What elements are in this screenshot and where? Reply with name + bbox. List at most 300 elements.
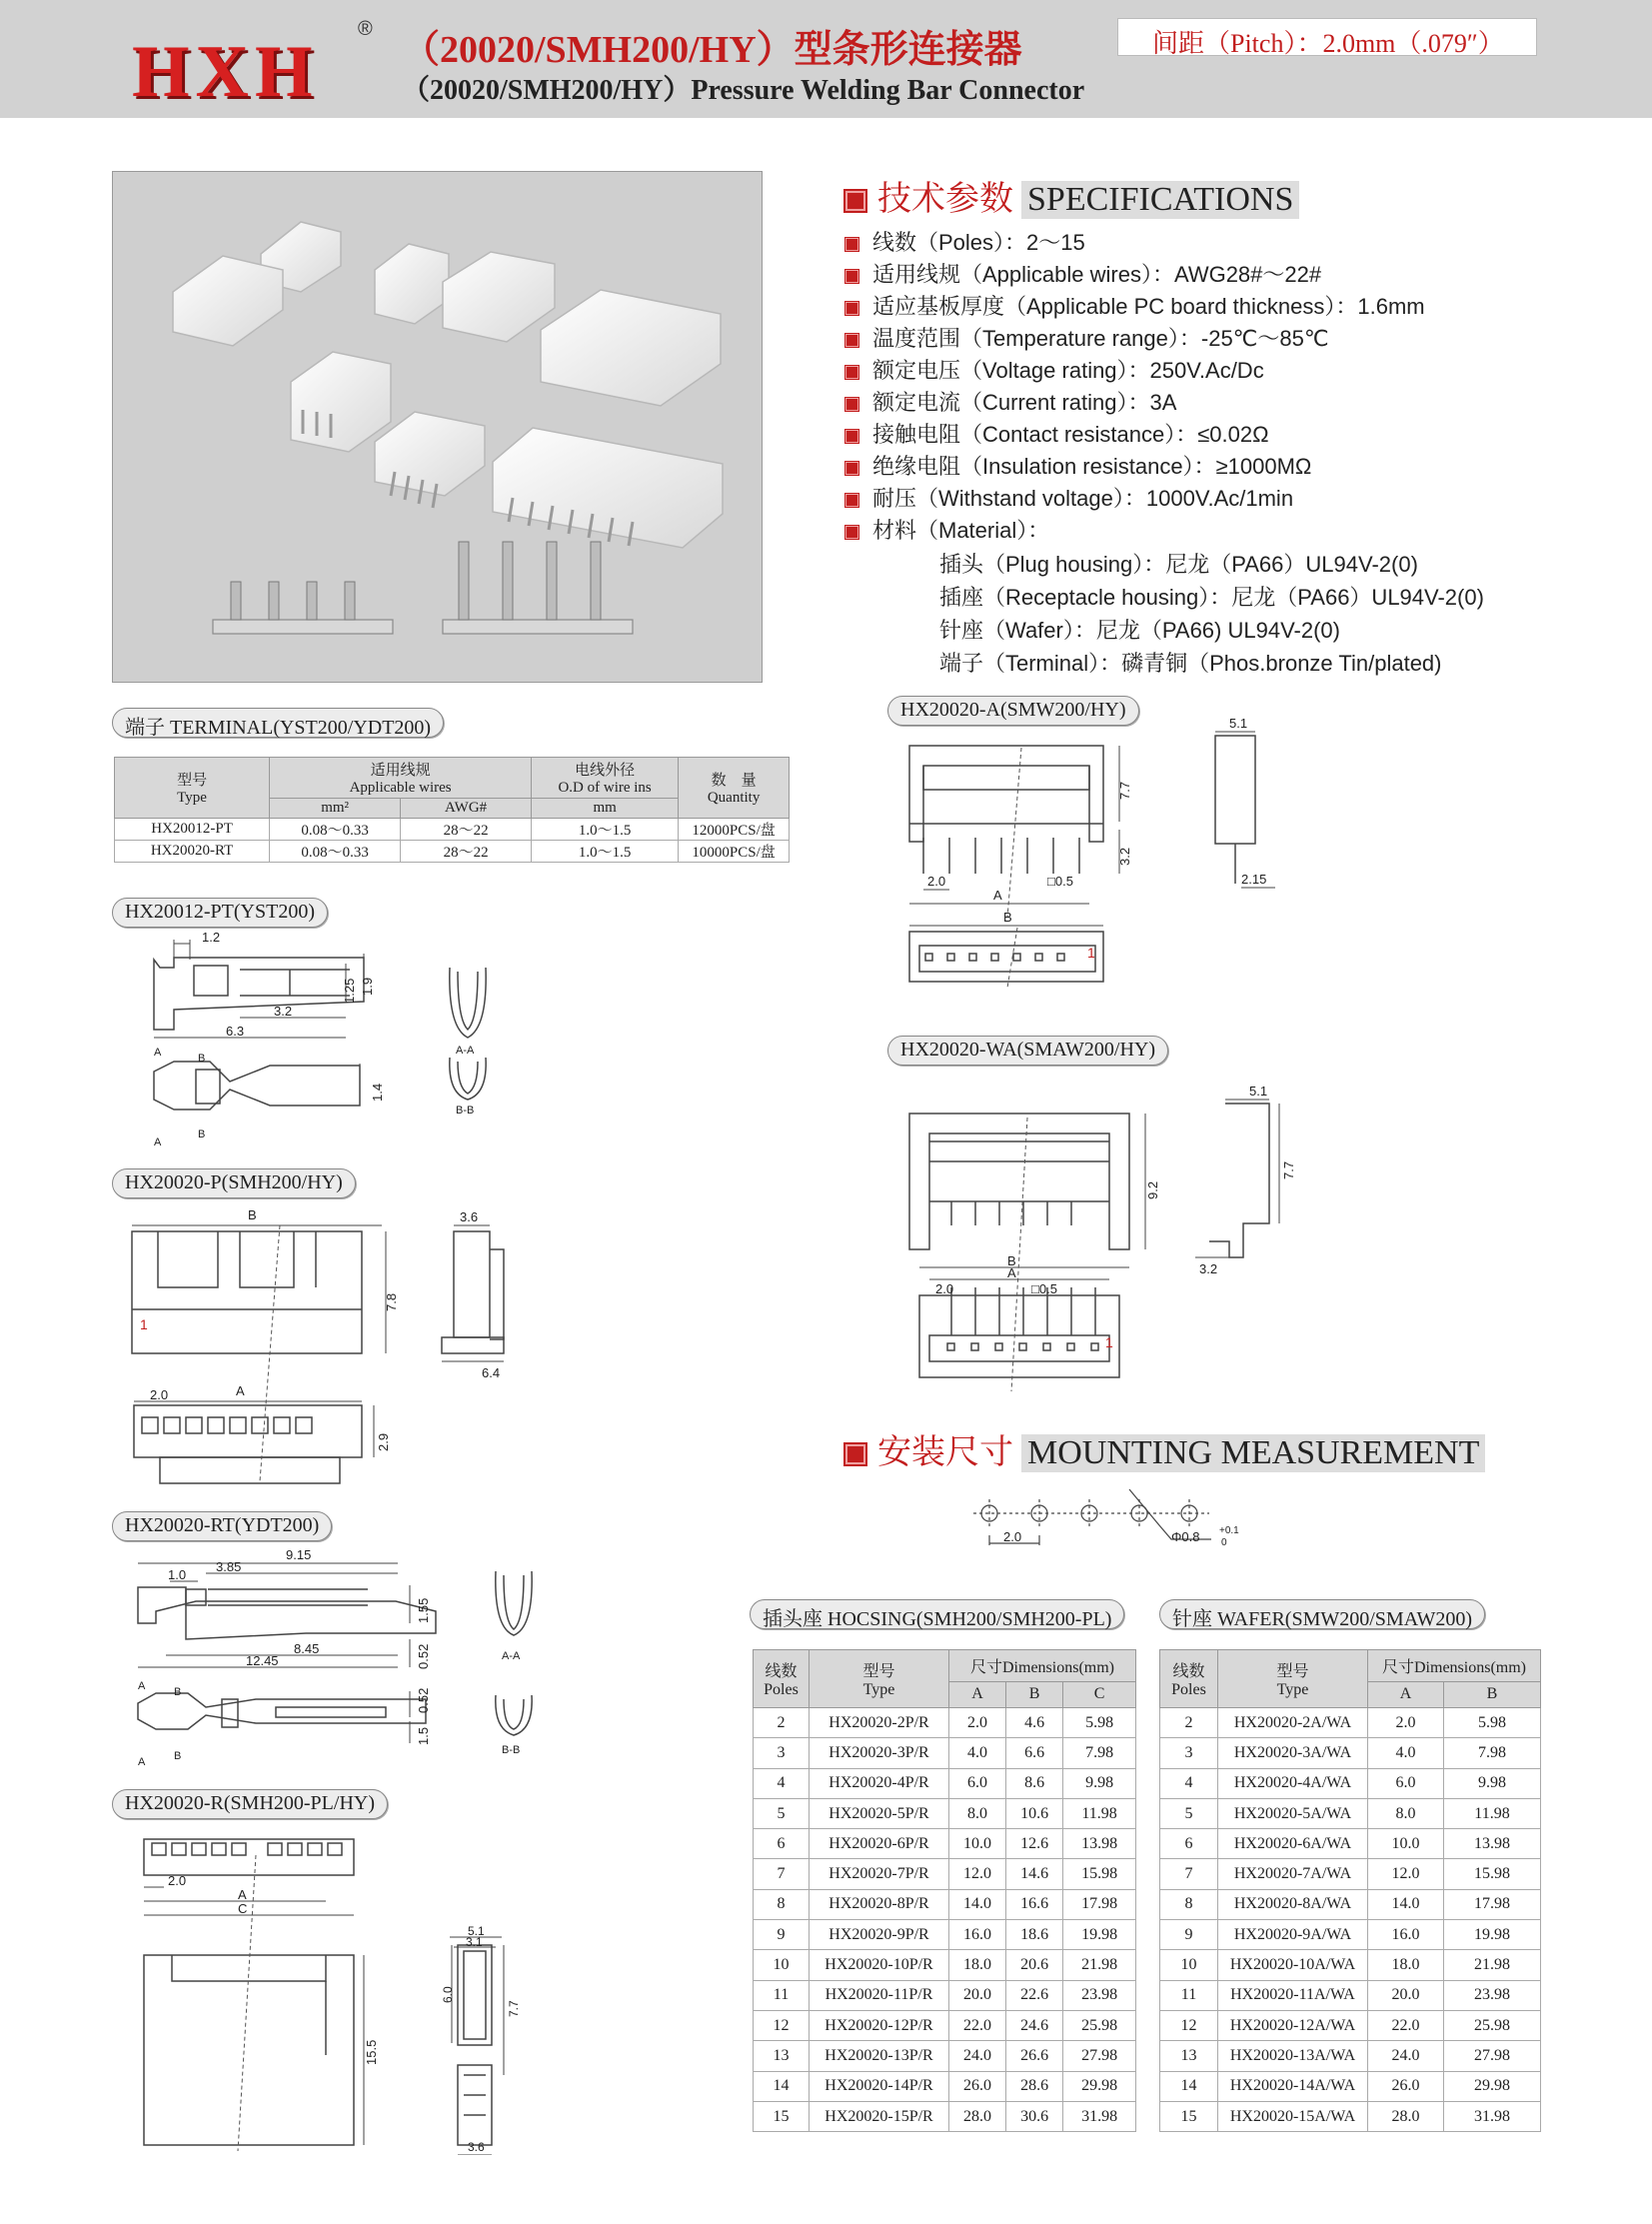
dim-text: 3.2 [274,1004,293,1019]
cell: HX20020-8P/R [810,1889,949,1919]
table-row [754,1859,1136,1889]
product-photo [112,171,763,683]
cell: 10 [754,1950,810,1980]
cell: 0.08～0.33 [270,841,401,863]
cell: 10 [1160,1950,1218,1980]
cell: 9 [1160,1920,1218,1950]
spec-board [845,290,1425,321]
cell: 20.0 [949,1980,1006,2010]
table-row [1160,1798,1541,1828]
spec-current [845,386,1176,417]
dim-text: 9.2 [1145,1180,1160,1199]
cell: 9 [754,1920,810,1950]
dim-text: 2.0 [150,1387,169,1402]
cell: 28.0 [1368,2101,1444,2131]
dim-text: A [154,1136,162,1148]
dim-text: 0.52 [416,1687,431,1713]
cell: HX20020-11A/WA [1218,1980,1368,2010]
cell: HX20020-10A/WA [1218,1950,1368,1980]
dim-text: 2.0 [927,874,946,889]
dim-text: 7.7 [1117,781,1132,800]
cell: 10000PCS/盘 [679,841,790,863]
cell: 4 [1160,1768,1218,1798]
bullet-icon [845,398,858,411]
cell: 8.0 [949,1798,1006,1828]
cell: HX20020-14P/R [810,2071,949,2101]
th-mm: mm [532,799,679,819]
cell: 25.98 [1063,2010,1136,2040]
table-row [754,1950,1136,1980]
terminal-table [114,757,790,863]
dim-text: 2.9 [376,1432,391,1451]
brand-logo: HXH [132,31,319,113]
drawing-hx20020-p [120,1205,560,1485]
cell: HX20020-6A/WA [1218,1829,1368,1859]
dim-text: 2.0 [935,1281,954,1296]
dim-text: +0.1 [1219,1525,1239,1536]
table-row [1160,1980,1541,2010]
cell: 12000PCS/盘 [679,819,790,841]
cell: 24.6 [1006,2010,1063,2040]
th-col-a: A [1368,1681,1444,1707]
dim-text: 3.1 [466,1935,483,1949]
dim-text: A [238,1887,247,1902]
material-receptacle: 插座（Receptacle housing）：尼龙（PA66）UL94V-2(0) [939,585,1484,610]
dim-text: 6.0 [441,1986,455,2003]
cell: 28～22 [401,841,532,863]
table-row [1160,2041,1541,2071]
spec-withstand-voltage [845,482,1293,513]
dim-text: 1.0 [168,1567,187,1582]
dim-text: 6.3 [226,1024,245,1039]
cell: 9.98 [1444,1768,1541,1798]
spec-poles [845,226,1085,257]
dim-text: 5.1 [1229,718,1248,731]
dim-text: 3.6 [460,1209,479,1224]
cell: 10.0 [949,1829,1006,1859]
dim-text: A [993,888,1002,903]
dim-text: B [174,1750,182,1762]
table-row [754,1768,1136,1798]
cell: 20.6 [1006,1950,1063,1980]
mounting-heading [845,1424,1485,1473]
th-poles-en: Poles [764,1681,799,1698]
dim-text: B [174,1686,182,1698]
cell: 29.98 [1444,2071,1541,2101]
cell: 7.98 [1444,1738,1541,1768]
dim-text: B [198,1053,206,1065]
drawing-hx20020-rt [126,1549,566,1769]
cell: 27.98 [1444,2041,1541,2071]
dim-text: B-B [456,1105,475,1116]
cell: 15.98 [1063,1859,1136,1889]
dim-text: B-B [502,1744,521,1756]
cell: 12.6 [1006,1829,1063,1859]
spec-contact-resistance [845,418,1269,449]
cell: 16.0 [949,1920,1006,1950]
housing-table-body [754,1708,1136,2132]
dim-text: 3.2 [1117,847,1132,866]
cell: 4.0 [1368,1738,1444,1768]
bullet-icon [845,462,858,475]
th-col-b: B [1006,1681,1063,1707]
spec-wires [845,258,1321,289]
th-type-en: Type [1276,1681,1309,1698]
th-type-cn: 型号 [177,773,208,789]
cell: 21.98 [1444,1950,1541,1980]
cell: 18.6 [1006,1920,1063,1950]
cell: 5.98 [1063,1708,1136,1738]
table-row [754,2071,1136,2101]
dim-text: B [1007,1253,1016,1268]
cell: 26.0 [1368,2071,1444,2101]
label-hx20012-pt: HX20012-PT(YST200) [112,898,328,928]
bullet-icon [845,334,858,347]
th-qty-en: Quantity [707,790,761,806]
cell: 30.6 [1006,2101,1063,2131]
dim-text: 1.5 [416,1726,431,1745]
drawing-mounting [959,1481,1249,1561]
cell: 26.0 [949,2071,1006,2101]
spec-text: 适用线规（Applicable wires）：AWG28#～22# [872,262,1322,287]
th-mm2: mm² [270,799,401,819]
table-row [1160,2101,1541,2131]
spec-text: 材料（Material）： [872,518,1050,543]
dim-text: 7.7 [1281,1160,1296,1179]
cell: HX20012-PT [115,819,270,841]
spec-text: 绝缘电阻（Insulation resistance）：≥1000MΩ [872,454,1312,479]
cell: HX20020-8A/WA [1218,1889,1368,1919]
th-dimensions: 尺寸Dimensions(mm) [949,1650,1136,1682]
cell: 3 [1160,1738,1218,1768]
cell: HX20020-4A/WA [1218,1768,1368,1798]
cell: HX20020-3P/R [810,1738,949,1768]
bullet-icon [845,430,858,443]
bullet-icon [845,366,858,379]
cell: HX20020-5P/R [810,1798,949,1828]
cell: 13.98 [1444,1829,1541,1859]
cell: 6.6 [1006,1738,1063,1768]
cell: 17.98 [1444,1889,1541,1919]
cell: 2 [1160,1708,1218,1738]
housing-dimension-table [753,1649,1136,2132]
registered-mark: ® [358,18,373,40]
product-photo-drawing [113,172,763,683]
dim-text: A [236,1383,245,1398]
cell: HX20020-14A/WA [1218,2071,1368,2101]
dim-text: □0.5 [1047,874,1073,889]
dim-text: A [1007,1265,1016,1280]
pin-one-marker: 1 [140,1316,148,1332]
bullet-icon [845,270,858,283]
cell: 31.98 [1444,2101,1541,2131]
dim-text: 2.15 [1241,872,1267,887]
header-bar [0,0,1652,118]
th-type-en: Type [177,790,207,806]
cell: HX20020-9P/R [810,1920,949,1950]
dim-text: A [138,1756,146,1768]
cell: HX20020-11P/R [810,1980,949,2010]
spec-text: 额定电流（Current rating）：3A [872,390,1177,415]
drawing-hx20020-wa [895,1082,1315,1401]
th-poles-cn: 线数 [765,1663,798,1680]
cell: 10.6 [1006,1798,1063,1828]
table-row [754,1798,1136,1828]
cell: 4.6 [1006,1708,1063,1738]
dim-text: 2.0 [168,1873,187,1888]
bullet-icon [845,526,858,539]
cell: 10.0 [1368,1829,1444,1859]
spec-text: 温度范围（Temperature range）：-25℃～85℃ [872,326,1329,351]
cell: 15 [1160,2101,1218,2131]
cell: 6.0 [949,1768,1006,1798]
cell: 6 [754,1829,810,1859]
cell: 16.6 [1006,1889,1063,1919]
cell: HX20020-10P/R [810,1950,949,1980]
cell: HX20020-12A/WA [1218,2010,1368,2040]
cell: 31.98 [1063,2101,1136,2131]
table-row [754,2041,1136,2071]
dim-text: 1.9 [360,977,375,996]
dim-text: B [1003,910,1012,925]
page-title-cn: （20020/SMH200/HY）型条形连接器 [402,29,1022,71]
cell: 12 [754,2010,810,2040]
th-type-cn: 型号 [1276,1663,1309,1680]
cell: 15 [754,2101,810,2131]
cell: 17.98 [1063,1889,1136,1919]
cell: HX20020-12P/R [810,2010,949,2040]
table-row [1160,1708,1541,1738]
dim-text: C [238,1901,248,1916]
cell: 22.0 [1368,2010,1444,2040]
cell: 14.0 [949,1889,1006,1919]
mounting-heading-en: MOUNTING MEASUREMENT [1021,1434,1485,1472]
cell: 14 [1160,2071,1218,2101]
cell: HX20020-5A/WA [1218,1798,1368,1828]
th-col-a: A [949,1681,1006,1707]
dim-text: □0.5 [1031,1281,1057,1296]
cell: 6.0 [1368,1768,1444,1798]
cell: 12.0 [1368,1859,1444,1889]
cell: 4.0 [949,1738,1006,1768]
table-row [1160,1738,1541,1768]
cell: 5 [754,1798,810,1828]
spec-voltage [845,354,1264,385]
th-col-c: C [1063,1681,1136,1707]
specifications-heading [845,171,1299,220]
th-qty-cn: 数 量 [711,773,757,789]
cell: 14 [754,2071,810,2101]
cell: 14.0 [1368,1889,1444,1919]
th-col-b: B [1444,1681,1541,1707]
bullet-icon [845,302,858,315]
cell: 27.98 [1063,2041,1136,2071]
table-row [1160,1829,1541,1859]
th-od-cn: 电线外径 [575,763,636,779]
table-row [754,2101,1136,2131]
material-terminal: 端子（Terminal）：磷青铜（Phos.bronze Tin/plated) [939,651,1442,676]
cell: 18.0 [1368,1950,1444,1980]
cell: 24.0 [1368,2041,1444,2071]
cell: 7 [1160,1859,1218,1889]
dim-text: 9.15 [286,1549,312,1562]
spec-insulation-resistance [845,450,1311,481]
mounting-heading-cn: 安装尺寸 [877,1433,1013,1471]
cell: HX20020-4P/R [810,1768,949,1798]
cell: 6 [1160,1829,1218,1859]
dim-text: 1.4 [370,1083,385,1102]
table-row [754,1889,1136,1919]
th-wire-cn: 适用线规 [370,763,431,779]
label-housing: 插头座 HOCSING(SMH200/SMH200-PL) [750,1599,1124,1629]
dim-text: 15.5 [364,2039,379,2065]
bullet-icon [845,238,858,251]
table-row [115,819,790,841]
label-hx20020-rt: HX20020-RT(YDT200) [112,1511,332,1541]
table-row [1160,1920,1541,1950]
label-wafer: 针座 WAFER(SMW200/SMAW200) [1159,1599,1485,1629]
th-poles-cn: 线数 [1172,1663,1205,1680]
spec-text: 接触电阻（Contact resistance）：≤0.02Ω [872,422,1269,447]
table-row [754,1738,1136,1768]
dim-text: 1.55 [416,1597,431,1623]
material-wafer: 针座（Wafer）：尼龙（PA66) UL94V-2(0) [939,618,1340,643]
cell: 14.6 [1006,1859,1063,1889]
th-type-en: Type [862,1681,895,1698]
spec-temperature [845,322,1329,353]
page-title-en: （20020/SMH200/HY）Pressure Welding Bar Connector [402,75,1085,106]
cell: HX20020-RT [115,841,270,863]
table-row [754,1980,1136,2010]
th-wire-en: Applicable wires [349,780,452,796]
pitch-badge: 间距（Pitch）：2.0mm（.079″） [1117,18,1537,56]
bullet-icon [845,494,858,507]
table-row [754,1829,1136,1859]
cell: 22.6 [1006,1980,1063,2010]
cell: 20.0 [1368,1980,1444,2010]
cell: 26.6 [1006,2041,1063,2071]
dim-text: 3.6 [468,2140,485,2154]
wafer-dimension-table [1159,1649,1541,2132]
cell: HX20020-2A/WA [1218,1708,1368,1738]
cell: HX20020-3A/WA [1218,1738,1368,1768]
cell: HX20020-2P/R [810,1708,949,1738]
cell: 8 [754,1889,810,1919]
table-row [754,1920,1136,1950]
section-bullet-icon [845,191,865,211]
cell: 23.98 [1444,1980,1541,2010]
table-row [115,841,790,863]
cell: 7.98 [1063,1738,1136,1768]
cell: 11 [1160,1980,1218,2010]
dim-text: 6.4 [482,1365,501,1380]
cell: 11.98 [1444,1798,1541,1828]
cell: 28.0 [949,2101,1006,2131]
dim-text: 3.85 [216,1559,242,1574]
cell: HX20020-13A/WA [1218,2041,1368,2071]
label-hx20020-a: HX20020-A(SMW200/HY) [887,696,1139,726]
cell: 23.98 [1063,1980,1136,2010]
cell: 12 [1160,2010,1218,2040]
cell: 1.0～1.5 [532,819,679,841]
pin-one-marker: 1 [1105,1334,1113,1350]
cell: 13 [754,2041,810,2071]
cell: 4 [754,1768,810,1798]
cell: HX20020-15P/R [810,2101,949,2131]
drawing-hx20020-r [128,1825,548,2155]
dim-text: 7.7 [507,2000,521,2017]
label-hx20020-p: HX20020-P(SMH200/HY) [112,1168,356,1198]
table-row [1160,2071,1541,2101]
dim-text: 5.1 [468,1924,485,1938]
cell: 28～22 [401,819,532,841]
cell: 19.98 [1063,1920,1136,1950]
cell: 0.08～0.33 [270,819,401,841]
dim-text: 8.45 [294,1641,320,1656]
cell: 11 [754,1980,810,2010]
cell: 15.98 [1444,1859,1541,1889]
cell: HX20020-13P/R [810,2041,949,2071]
cell: 21.98 [1063,1950,1136,1980]
cell: 12.0 [949,1859,1006,1889]
cell: 2 [754,1708,810,1738]
table-row [754,2010,1136,2040]
dim-text: A [138,1680,146,1692]
cell: HX20020-7A/WA [1218,1859,1368,1889]
cell: 8 [1160,1889,1218,1919]
drawing-hx20012-pt [140,930,510,1149]
cell: 5.98 [1444,1708,1541,1738]
th-od-en: O.D of wire ins [558,780,652,796]
th-type-cn: 型号 [862,1663,895,1680]
cell: 28.6 [1006,2071,1063,2101]
cell: 22.0 [949,2010,1006,2040]
th-dimensions: 尺寸Dimensions(mm) [1368,1650,1541,1682]
cell: 13.98 [1063,1829,1136,1859]
cell: HX20020-6P/R [810,1829,949,1859]
cell: 5 [1160,1798,1218,1828]
material-plug: 插头（Plug housing）：尼龙（PA66）UL94V-2(0) [939,552,1418,577]
cell: HX20020-9A/WA [1218,1920,1368,1950]
dim-text: 0 [1221,1537,1227,1548]
cell: 1.0～1.5 [532,841,679,863]
th-awg: AWG# [401,799,532,819]
dim-text: 7.8 [384,1292,399,1311]
cell: 9.98 [1063,1768,1136,1798]
dim-text: A-A [456,1045,475,1057]
dim-text: 0.52 [416,1643,431,1669]
cell: 24.0 [949,2041,1006,2071]
dim-text: A [154,1047,162,1059]
wafer-table-body [1160,1708,1541,2132]
cell: 19.98 [1444,1920,1541,1950]
table-row [1160,2010,1541,2040]
dim-text: A-A [502,1650,521,1662]
cell: HX20020-7P/R [810,1859,949,1889]
dim-text: 1.2 [202,930,221,945]
dim-text: 5.1 [1249,1084,1268,1099]
cell: 11.98 [1063,1798,1136,1828]
th-poles-en: Poles [1171,1681,1206,1698]
spec-text: 耐压（Withstand voltage）：1000V.Ac/1min [872,486,1294,511]
cell: 8.6 [1006,1768,1063,1798]
table-row [1160,1889,1541,1919]
cell: 16.0 [1368,1920,1444,1950]
cell: 29.98 [1063,2071,1136,2101]
drawing-hx20020-a [895,718,1315,1008]
dim-text: 12.45 [246,1653,279,1668]
dim-text: B [248,1207,257,1222]
